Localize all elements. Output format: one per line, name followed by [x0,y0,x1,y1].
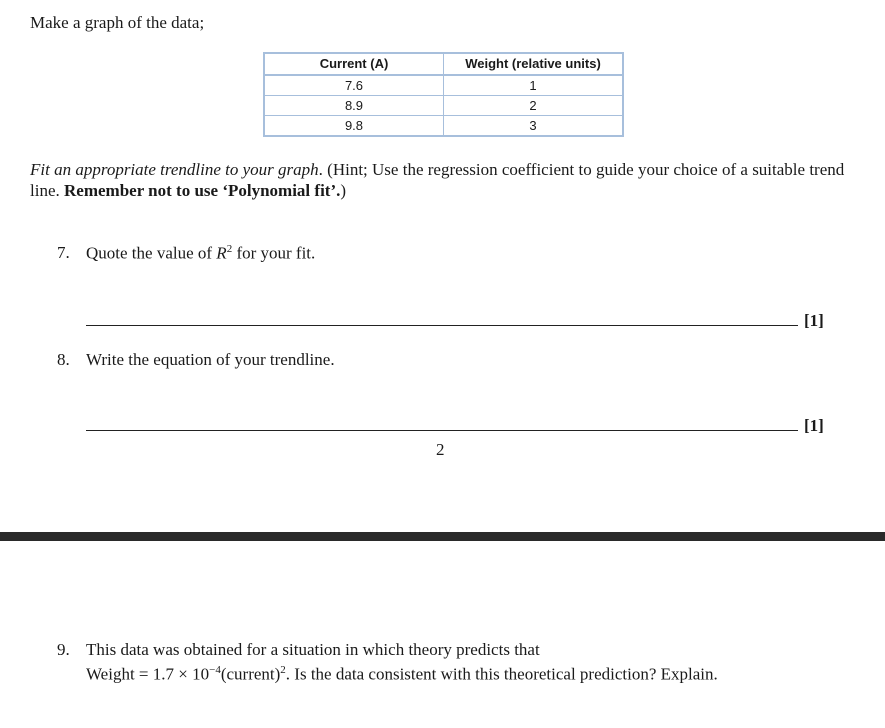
table-cell-current: 9.8 [264,116,444,137]
hint-text: . (Hint; Use the regression coefficient to guide your choice of a suitable trend line. [30,160,845,200]
q9-formula-part: (current) [220,664,281,684]
q7-text-part: for your fit. [232,243,316,263]
q9-exponent: 2 [280,664,286,676]
q9-formula-part: Weight = 1.7 × 10 [86,664,210,684]
q9-text-line1: This data was obtained for a situation in which theory predicts that [86,640,540,659]
intro-instruction: Make a graph of the data; [30,13,205,32]
table-header-row [264,53,623,75]
table-cell-weight: 2 [444,96,624,116]
q9-text-line2 [86,664,718,685]
table-cell-weight: 1 [444,75,624,96]
table-row [264,116,623,137]
hint-bold-warning: Remember not to use ‘Polynomial fit’. [64,181,341,200]
q8-number: 8. [57,350,70,369]
page-divider [0,532,885,541]
q9-number: 9. [57,640,70,659]
table-row [264,75,623,96]
hint-italic: Fit an appropriate trendline to your graph [30,160,319,179]
hint-close: ) [340,181,347,200]
r-exponent: 2 [226,243,233,255]
q9-exponent: −4 [209,664,221,676]
q9-question-part: . Is the data consistent with this theoretical prediction? Explain. [285,664,718,684]
data-table [263,52,624,137]
q8-text: Write the equation of your trendline. [86,350,335,369]
q7-mark: [1] [804,311,824,330]
q7-number: 7. [57,243,70,262]
trendline-hint [30,159,870,201]
q7-answer-line[interactable] [86,325,798,326]
table-cell-weight: 3 [444,116,624,137]
q7-text [86,243,315,264]
page-number: 2 [436,440,445,459]
q8-mark: [1] [804,416,824,435]
table-row [264,96,623,116]
column-header-current: Current (A) [264,53,444,75]
table-cell-current: 8.9 [264,96,444,116]
column-header-weight: Weight (relative units) [444,53,624,75]
table-cell-current: 7.6 [264,75,444,96]
q7-text-part: Quote the value of [86,243,217,263]
q8-answer-line[interactable] [86,430,798,431]
r-symbol: R [216,243,227,263]
